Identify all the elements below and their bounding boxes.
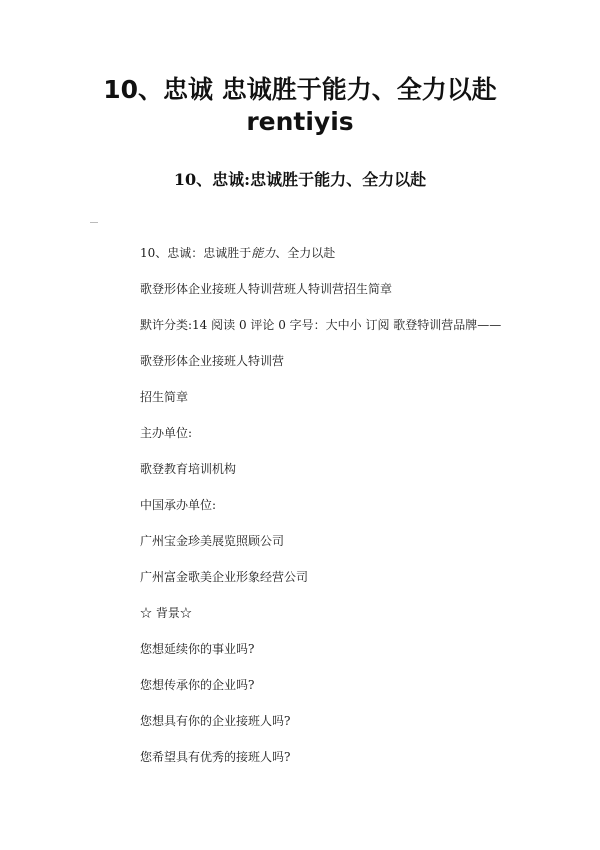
section-heading: 10、忠诚:忠诚胜于能力、全力以赴 bbox=[173, 170, 427, 189]
page-title-continuation: rentiyis bbox=[246, 107, 354, 136]
body-line: 歌登形体企业接班人特训营 bbox=[140, 354, 285, 368]
intro-prefix: 10、忠诚：忠诚胜于 bbox=[140, 246, 252, 260]
body-line: 您想传承你的企业吗? bbox=[140, 678, 255, 692]
intro-suffix: 、全力以赴 bbox=[275, 246, 336, 260]
intro-emphasis: 能力 bbox=[251, 246, 276, 260]
body-line: 默许分类:14 阅读 0 评论 0 字号：大中小 订阅 歌登特训营品牌—— bbox=[140, 318, 502, 332]
body-line: 歌登教育培训机构 bbox=[140, 462, 237, 476]
body-line: 中国承办单位: bbox=[140, 498, 217, 512]
body-line: 您想具有你的企业接班人吗? bbox=[140, 714, 291, 728]
body-line: 您想延续你的事业吗? bbox=[140, 642, 255, 656]
body-line: 歌登形体企业接班人特训营班人特训营招生简章 bbox=[140, 282, 393, 296]
page-title: 10、忠诚 忠诚胜于能力、全力以赴 bbox=[103, 75, 497, 104]
body-text bbox=[140, 241, 580, 781]
body-line: 您希望具有优秀的接班人吗? bbox=[140, 750, 291, 764]
body-line: 广州宝金珍美展览照顾公司 bbox=[140, 534, 285, 548]
body-line-intro bbox=[140, 241, 580, 277]
body-line: 招生简章 bbox=[140, 390, 189, 404]
body-line: 主办单位: bbox=[140, 426, 193, 440]
body-line: ☆ 背景☆ bbox=[140, 606, 192, 620]
body-line: 广州富金歌美企业形象经营公司 bbox=[140, 570, 309, 584]
decorative-mark bbox=[90, 222, 98, 223]
